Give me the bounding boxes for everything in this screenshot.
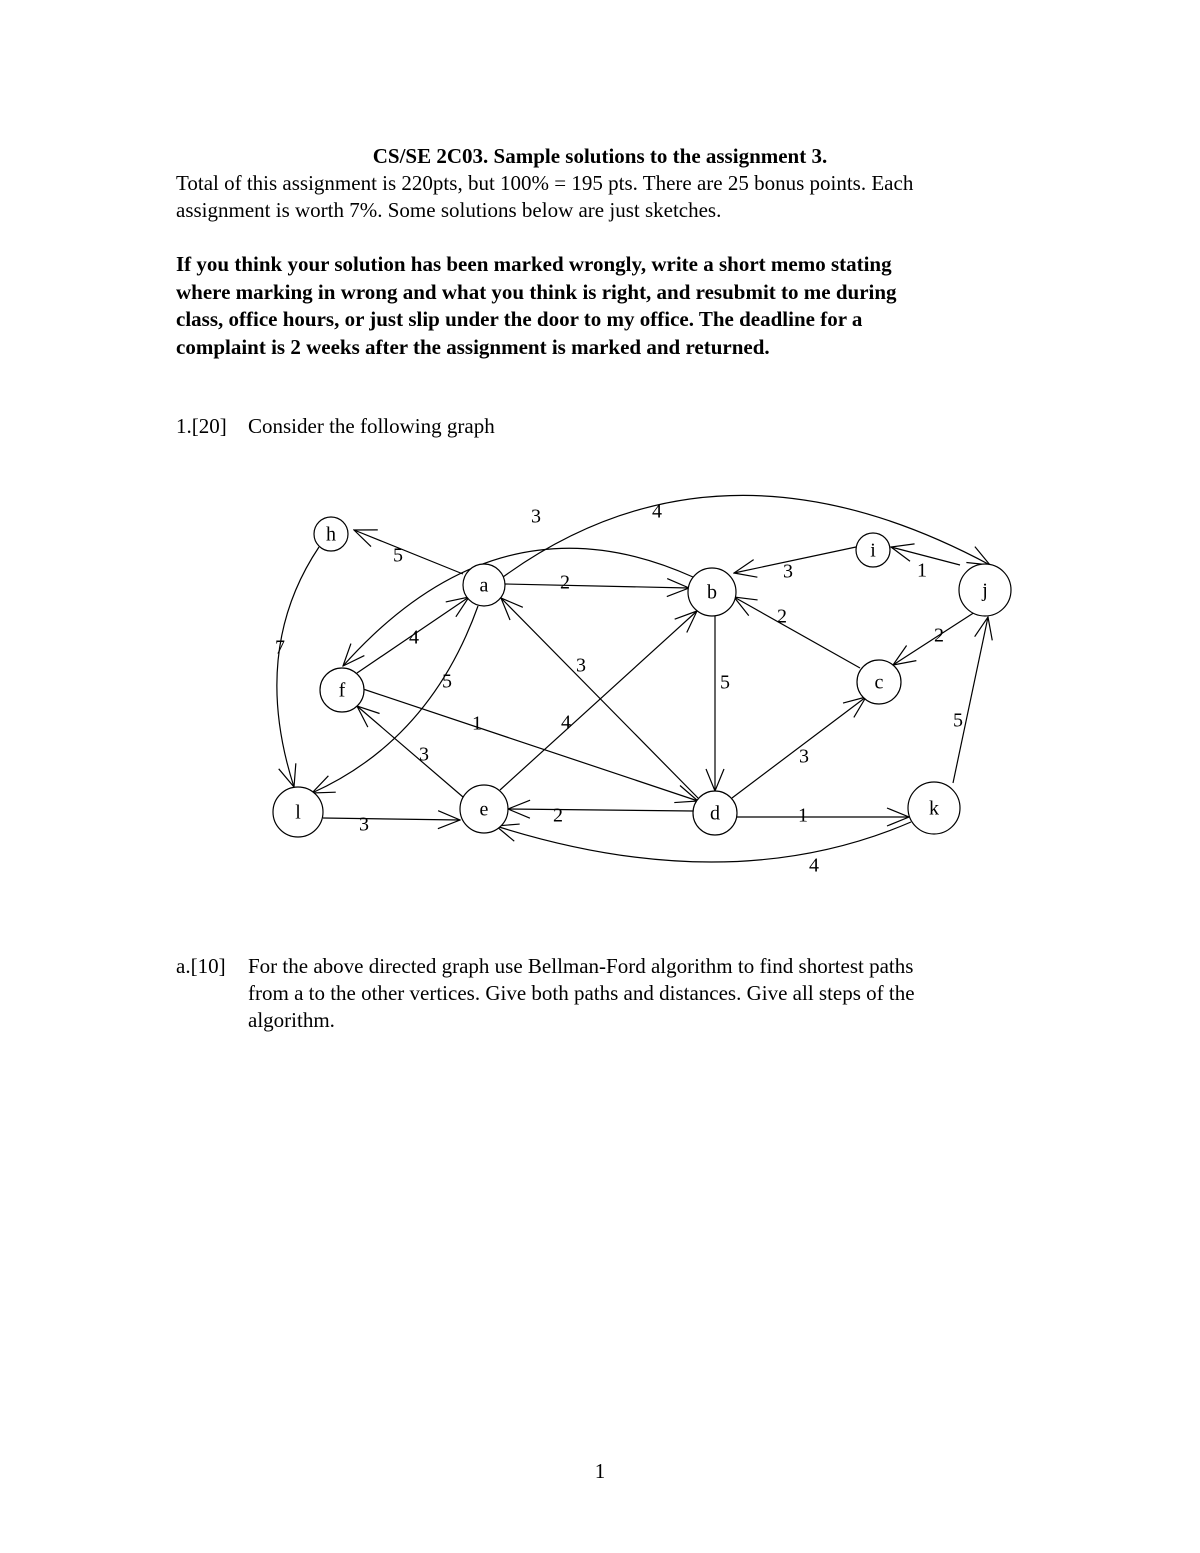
edge-weight-f-a: 4	[409, 626, 419, 649]
subquestion-number: a.[10]	[176, 954, 226, 978]
page-number: 1	[594, 1459, 606, 1483]
edge-d-e	[508, 809, 693, 811]
node-label-e: e	[479, 798, 489, 821]
subquestion-text	[248, 953, 1056, 1034]
notice-line: class, office hours, or just slip under the door to my office. The deadline for a	[176, 307, 863, 331]
node-label-l: l	[295, 801, 301, 824]
node-label-j: j	[982, 579, 988, 602]
edge-weight-a-b: 2	[560, 571, 570, 594]
edge-weight-b-d: 5	[720, 671, 730, 694]
edge-weight-d-k: 1	[798, 804, 808, 827]
edge-weight-d-e: 2	[553, 804, 563, 827]
edge-weight-i-b: 3	[783, 560, 793, 583]
intro-line: assignment is worth 7%. Some solutions below are just sketches.	[176, 198, 722, 222]
edge-a-h	[354, 530, 463, 574]
edge-e-f	[357, 706, 463, 797]
edge-weight-l-e: 3	[359, 813, 369, 836]
edge-weight-a-l: 5	[442, 670, 452, 693]
question-1a	[176, 953, 1056, 1034]
subquestion-line: algorithm.	[248, 1008, 335, 1032]
subquestion-line: from a to the other vertices. Give both paths and distances. Give all steps of the	[248, 981, 915, 1005]
edge-i-b	[734, 547, 856, 573]
node-label-d: d	[710, 802, 720, 825]
node-label-a: a	[479, 574, 489, 597]
edge-weight-d-c: 3	[799, 745, 809, 768]
node-label-f: f	[338, 679, 346, 702]
edge-c-b	[734, 597, 860, 668]
intro-line: Total of this assignment is 220pts, but 100% = 195 pts. There are 25 bonus points. Each	[176, 171, 914, 195]
edge-weight-h-l: 7	[275, 636, 285, 659]
edge-k-j	[953, 617, 988, 783]
notice-line: where marking in wrong and what you think is right, and resubmit to me during	[176, 279, 897, 304]
edge-weight-e-f: 3	[419, 743, 429, 766]
edge-weight-b-f: 3	[531, 505, 541, 528]
node-label-i: i	[870, 539, 876, 562]
edge-weight-j-c: 2	[934, 624, 944, 647]
edge-h-l	[277, 547, 319, 787]
edge-weight-a-j: 4	[652, 500, 662, 523]
notice-line: complaint is 2 weeks after the assignment is marked and returned.	[176, 334, 770, 359]
subquestion-line: For the above directed graph use Bellman-Ford algorithm to find shortest paths	[248, 954, 914, 978]
document-title: CS/SE 2C03. Sample solutions to the assignment 3.	[372, 144, 828, 168]
edge-weight-k-e: 4	[809, 854, 819, 877]
node-label-c: c	[874, 671, 884, 694]
edge-weight-j-i: 1	[917, 559, 927, 582]
edge-weight-d-a: 3	[576, 654, 586, 677]
edge-weight-f-d: 1	[472, 712, 482, 735]
question-text: Consider the following graph	[248, 414, 495, 438]
edge-weight-e-b: 4	[561, 711, 571, 734]
edge-f-d	[363, 689, 698, 801]
edge-e-b	[500, 611, 697, 790]
node-label-b: b	[707, 581, 717, 604]
notice-line: If you think your solution has been marked wrongly, write a short memo stating	[176, 252, 892, 276]
edge-l-e	[323, 818, 460, 820]
edge-weight-c-b: 2	[777, 605, 787, 628]
graph-nodes	[273, 517, 1011, 837]
edge-weight-k-j: 5	[953, 709, 963, 732]
question-number: 1.[20]	[176, 414, 227, 438]
node-label-h: h	[326, 523, 336, 546]
edge-a-b	[505, 584, 689, 588]
edge-weight-a-h: 5	[393, 544, 403, 567]
node-label-k: k	[929, 797, 939, 820]
